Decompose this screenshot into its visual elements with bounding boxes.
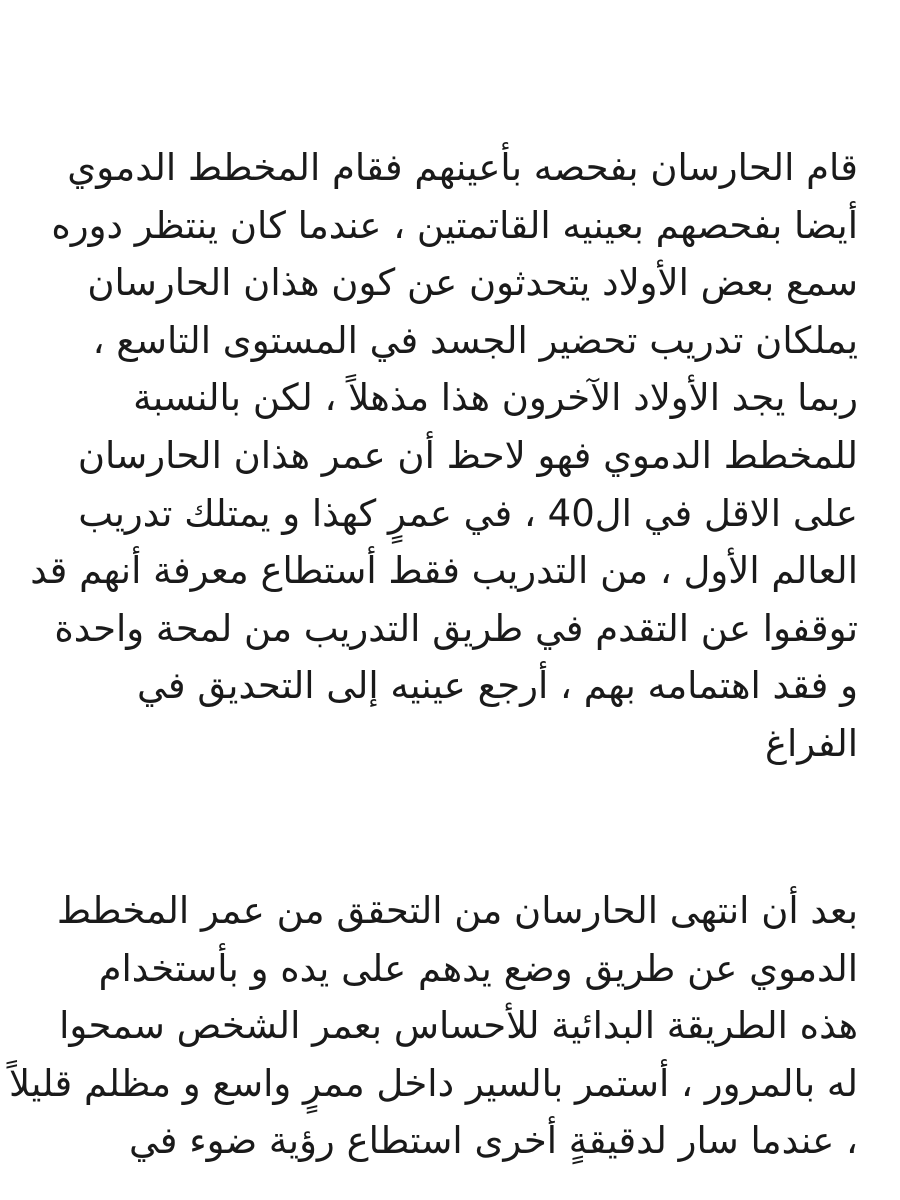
paragraph-1 xyxy=(30,139,858,773)
text-line: له بالمرور ، أستمر بالسير داخل ممرٍ واسع و مظلم قليلاً xyxy=(9,1061,858,1105)
text-line: توقفوا عن التقدم في طريق التدريب من لمحة واحدة xyxy=(54,606,858,650)
text-line: و فقد اهتمامه بهم ، أرجع عينيه إلى التحديق في xyxy=(137,664,858,708)
text-line: هذه الطريقة البدائية للأحساس بعمر الشخص سمحوا xyxy=(59,1004,858,1048)
text-line: قام الحارسان بفحصه بأعينهم فقام المخطط الدموي xyxy=(67,146,858,189)
text-line: سمع بعض الأولاد يتحدثون عن كون هذان الحارسان xyxy=(87,261,858,305)
paragraph-2 xyxy=(9,882,858,1170)
text-line: العالم الأول ، من التدريب فقط أستطاع معرفة أنهم قد xyxy=(30,549,858,593)
text-line: ربما يجد الأولاد الآخرون هذا مذهلاً ، لكن بالنسبة xyxy=(133,376,858,420)
text-line: للمخطط الدموي فهو لاحظ أن عمر هذان الحارسان xyxy=(77,433,858,477)
text-line: الدموي عن طريق وضع يدهم على يده و بأستخدام xyxy=(98,946,858,990)
text-line: أيضا بفحصهم بعينيه القاتمتين ، عندما كان ينتظر دوره xyxy=(51,203,858,247)
text-line: يملكان تدريب تحضير الجسد في المستوى التاسع ، xyxy=(92,318,858,362)
text-line: على الاقل في ال40 ، في عمرٍ كهذا و يمتلك تدريب xyxy=(78,491,858,535)
text-line: الفراغ xyxy=(764,721,858,765)
text-line: بعد أن انتهى الحارسان من التحقق من عمر المخطط xyxy=(56,889,858,932)
text-line: ، عندما سار لدقيقةٍ أخرى استطاع رؤية ضوء في xyxy=(128,1119,858,1163)
